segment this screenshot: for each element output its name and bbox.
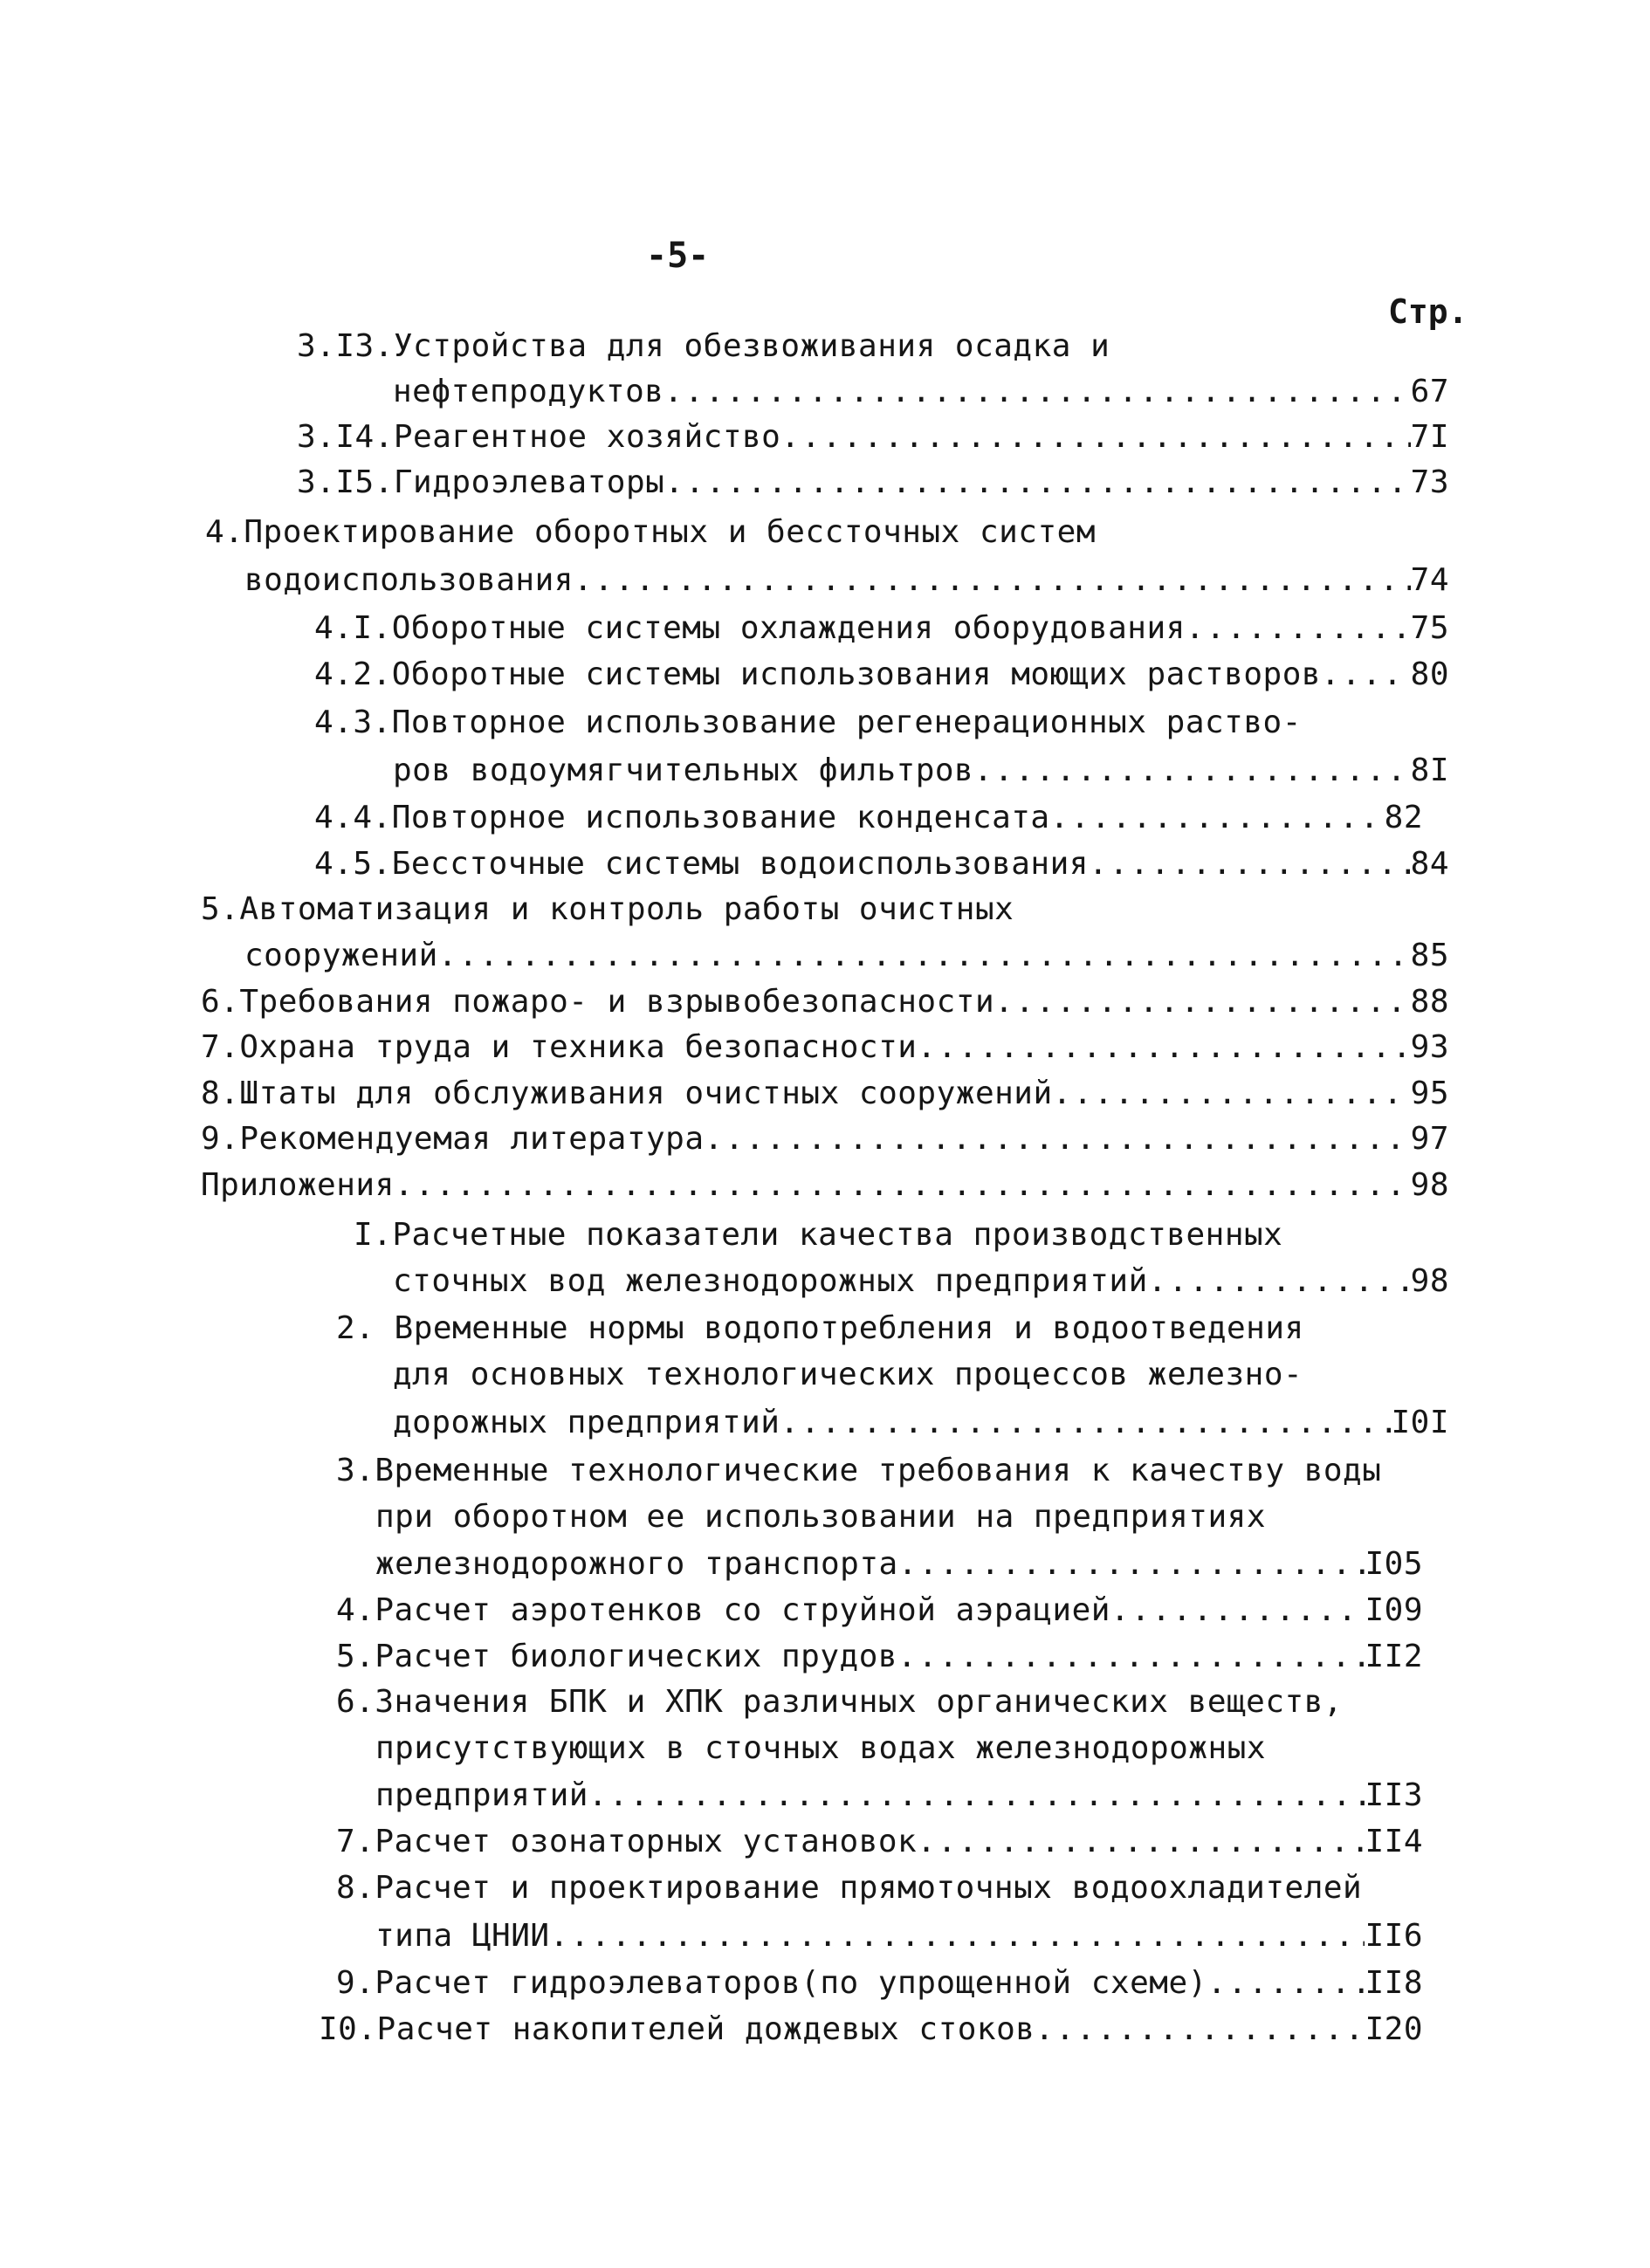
- toc-entry-title: 3.I5.Гидроэлеваторы: [297, 464, 665, 500]
- toc-entry-line: [375, 1774, 1423, 1818]
- toc-entry-page: 8I: [1410, 753, 1449, 788]
- leader-dots: [705, 1117, 1411, 1161]
- toc-entry-page: 98: [1410, 1263, 1449, 1299]
- toc-entry-line: I.Расчетные показатели качества производственных: [354, 1217, 1283, 1253]
- toc-entry-page: 7I: [1410, 419, 1449, 455]
- toc-entry-line: [314, 653, 1449, 697]
- toc-entry-title: 7.Охрана труда и техника безопасности: [201, 1029, 918, 1065]
- toc-entry-line: 4.3.Повторное использование регенерационных раство-: [314, 704, 1302, 740]
- toc-entry-title: 5.Расчет биологических прудов: [336, 1639, 898, 1674]
- leader-dots: [780, 1401, 1391, 1445]
- toc-entry-page: 73: [1410, 464, 1449, 500]
- leader-dots: [917, 1026, 1410, 1069]
- toc-entry-line: [201, 1164, 1449, 1207]
- toc-entry-line: [393, 370, 1449, 414]
- toc-entry-line: [201, 1117, 1449, 1161]
- toc-entry-title: сооружений: [244, 938, 438, 973]
- toc-entry-page: I05: [1365, 1546, 1423, 1582]
- toc-entry-line: [336, 1589, 1423, 1632]
- toc-entry-line: [336, 1820, 1423, 1864]
- leader-dots: [780, 416, 1410, 459]
- toc-entry-title: 3.I4.Реагентное хозяйство: [297, 419, 781, 455]
- toc-entry-line: 3.I3.Устройства для обезвоживания осадка и: [297, 328, 1110, 364]
- toc-entry-title: 9.Рекомендуемая литература: [201, 1121, 705, 1157]
- toc-entry-title: железнодорожного транспорта: [375, 1546, 898, 1582]
- toc-entry-page: I20: [1365, 2011, 1423, 2047]
- toc-entry-title: нефтепродуктов: [393, 374, 664, 409]
- toc-entry-page: 84: [1410, 846, 1449, 882]
- toc-entry-title: ров водоумягчительных фильтров: [393, 753, 974, 788]
- toc-entry-page: II2: [1365, 1639, 1423, 1674]
- toc-entry-line: [244, 934, 1449, 978]
- toc-entry-line: [297, 416, 1449, 459]
- toc-entry-page: 85: [1410, 938, 1449, 973]
- leader-dots: [1050, 796, 1385, 840]
- toc-entry-line: [336, 1962, 1423, 2005]
- toc-entry-line: [201, 980, 1449, 1024]
- toc-entry-page: 67: [1410, 374, 1449, 409]
- leader-dots: [438, 934, 1411, 978]
- toc-entry-page: 93: [1410, 1029, 1449, 1065]
- toc-entry-page: I09: [1365, 1592, 1423, 1628]
- leader-dots: [1035, 2008, 1365, 2052]
- toc-entry-page: I0I: [1391, 1405, 1449, 1440]
- toc-entry-line: [314, 842, 1449, 886]
- toc-entry-line: [201, 1026, 1449, 1069]
- toc-entry-title: 6.Требования пожаро- и взрывобезопасности: [201, 984, 995, 1020]
- toc-entry-line: 6.Значения БПК и ХПК различных органических веществ,: [336, 1684, 1344, 1720]
- leader-dots: [1089, 842, 1411, 886]
- toc-entry-page: 82: [1384, 800, 1423, 835]
- toc-entry-title: 7.Расчет озонаторных установок: [336, 1824, 918, 1859]
- toc-entry-line: [393, 749, 1449, 793]
- toc-entry-title: 4.I.Оборотные системы охлаждения оборудования: [314, 610, 1186, 646]
- toc-entry-page: II4: [1365, 1824, 1423, 1859]
- toc-entry-line: [297, 461, 1449, 505]
- leader-dots: [1053, 1072, 1411, 1116]
- toc-entry-line: 3.Временные технологические требования к качеству воды: [336, 1453, 1382, 1488]
- toc-entry-title: типа ЦНИИ: [375, 1918, 550, 1954]
- toc-entry-line: при оборотном ее использовании на предприятиях: [375, 1499, 1266, 1535]
- leader-dots: [1148, 1260, 1411, 1303]
- toc-entry-line: [375, 1914, 1423, 1958]
- leader-dots: [1186, 607, 1411, 650]
- toc-entry-line: [375, 1543, 1423, 1586]
- toc-entry-page: 97: [1410, 1121, 1449, 1157]
- page-number: -5-: [646, 236, 710, 276]
- toc-entry-title: 9.Расчет гидроэлеваторов(по упрощенной схеме): [336, 1965, 1207, 2001]
- leader-dots: [1110, 1589, 1365, 1632]
- toc-entry-title: водоиспользования: [244, 562, 574, 598]
- toc-entry-line: [314, 607, 1449, 650]
- toc-entry-page: II3: [1365, 1777, 1423, 1813]
- toc-entry-line: [393, 1401, 1449, 1445]
- toc-entry-page: 75: [1410, 610, 1449, 646]
- toc-entry-title: 4.2.Оборотные системы использования моющих растворов: [314, 656, 1322, 692]
- toc-entry-title: Приложения: [201, 1167, 395, 1203]
- leader-dots: [1321, 653, 1411, 697]
- toc-entry-line: 4.Проектирование оборотных и бессточных систем: [205, 514, 1096, 550]
- toc-entry-line: для основных технологических процессов железно-: [393, 1357, 1303, 1392]
- toc-entry-page: II8: [1365, 1965, 1423, 2001]
- toc-entry-line: [244, 559, 1449, 602]
- leader-dots: [395, 1164, 1411, 1207]
- leader-dots: [588, 1774, 1365, 1818]
- toc-entry-line: 2. Временные нормы водопотребления и водоотведения: [336, 1310, 1304, 1346]
- toc-entry-line: [336, 1635, 1423, 1679]
- leader-dots: [917, 1820, 1365, 1864]
- leader-dots: [574, 559, 1411, 602]
- toc-entry-title: 8.Штаты для обслуживания очистных сооружений: [201, 1076, 1053, 1111]
- leader-dots: [994, 980, 1411, 1024]
- leader-dots: [663, 370, 1410, 414]
- toc-entry-title: сточных вод железнодорожных предприятий: [393, 1263, 1148, 1299]
- toc-entry-title: I0.Расчет накопителей дождевых стоков: [319, 2011, 1035, 2047]
- toc-entry-page: 80: [1410, 656, 1449, 692]
- toc-entry-line: 5.Автоматизация и контроль работы очистных: [201, 891, 1014, 927]
- toc-entry-line: [201, 1072, 1449, 1116]
- toc-entry-page: 95: [1410, 1076, 1449, 1111]
- leader-dots: [1207, 1962, 1365, 2005]
- toc-entry-title: 4.4.Повторное использование конденсата: [314, 800, 1050, 835]
- toc-entry-page: II6: [1365, 1918, 1423, 1954]
- toc-entry-title: 4.5.Бессточные системы водоиспользования: [314, 846, 1089, 882]
- toc-entry-title: дорожных предприятий: [393, 1405, 780, 1440]
- toc-entry-page: 88: [1410, 984, 1449, 1020]
- toc-entry-page: 74: [1410, 562, 1449, 598]
- toc-entry-title: 4.Расчет аэротенков со струйной аэрацией: [336, 1592, 1110, 1628]
- toc-entry-title: предприятий: [375, 1777, 588, 1813]
- leader-dots: [664, 461, 1410, 505]
- toc-entry-line: [393, 1260, 1449, 1303]
- leader-dots: [897, 1635, 1365, 1679]
- toc-entry-page: 98: [1410, 1167, 1449, 1203]
- leader-dots: [973, 749, 1410, 793]
- toc-entry-line: [314, 796, 1423, 840]
- leader-dots: [898, 1543, 1365, 1586]
- toc-entry-line: присутствующих в сточных водах железнодорожных: [375, 1730, 1266, 1766]
- page-column-header: Стр.: [1388, 292, 1468, 331]
- toc-entry-line: 8.Расчет и проектирование прямоточных водоохладителей: [336, 1870, 1363, 1906]
- toc-entry-line: [319, 2008, 1423, 2052]
- leader-dots: [550, 1914, 1365, 1958]
